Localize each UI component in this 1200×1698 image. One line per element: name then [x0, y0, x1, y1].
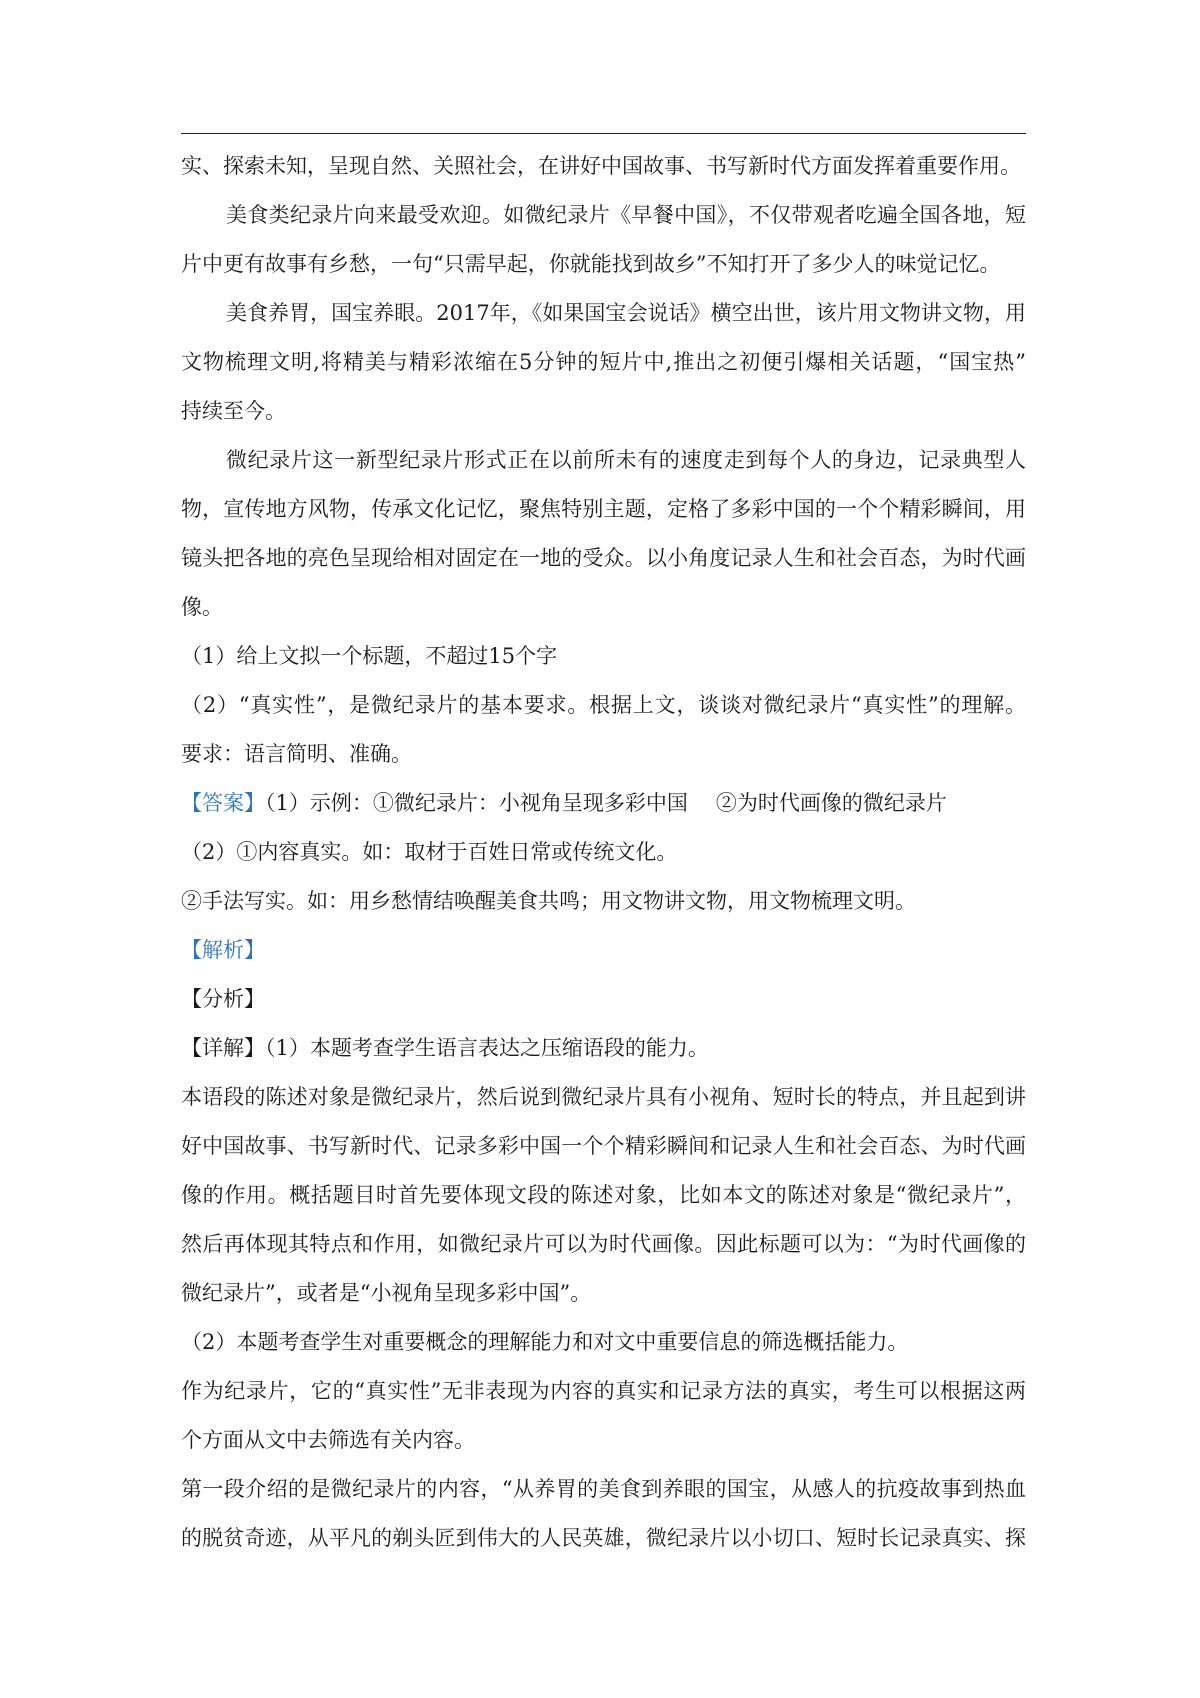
- passage-line: 实、探索未知，呈现自然、关照社会，在讲好中国故事、书写新时代方面发挥着重要作用。: [181, 154, 1021, 178]
- passage-line: 片中更有故事有乡愁，一句“只需早起，你就能找到故乡”不知打开了多少人的味觉记忆。: [181, 252, 1001, 276]
- answer-1-part-2: ②为时代画像的微纪录片: [715, 791, 947, 815]
- detail-line: [181, 1024, 1026, 1073]
- detail-2-body-line: 的脱贫奇迹，从平凡的剃头匠到伟大的人民英雄，微纪录片以小切口、短时长记录真实、探: [181, 1526, 1026, 1550]
- question-2: （2）“真实性”，是微纪录片的基本要求。根据上文，谈谈对微纪录片“真实性”的理解。: [181, 693, 1026, 717]
- passage-line: 镜头把各地的亮色呈现给相对固定在一地的受众。以小角度记录人生和社会百态，为时代画: [181, 546, 1026, 570]
- answer-tag: 【答案】: [181, 791, 265, 815]
- detail-2-head: （2）本题考查学生对重要概念的理解能力和对文中重要信息的筛选概括能力。: [181, 1330, 909, 1354]
- header-rule: [181, 133, 1026, 134]
- detail-1-body-line: 微纪录片”，或者是“小视角呈现多彩中国”。: [181, 1281, 592, 1305]
- detail-2-body-line: 个方面从文中去筛选有关内容。: [181, 1428, 475, 1452]
- question-2-requirement: 要求：语言简明、准确。: [181, 742, 412, 766]
- answer-2-line-1: （2）①内容真实。如：取材于百姓日常或传统文化。: [181, 840, 678, 864]
- detail-1-body-line: 像的作用。概括题目时首先要体现文段的陈述对象，比如本文的陈述对象是“微纪录片”，: [181, 1183, 1026, 1207]
- analysis-sub-tag: 【分析】: [181, 987, 265, 1011]
- document-body: [181, 142, 1026, 1563]
- detail-2-body-line: 作为纪录片，它的“真实性”无非表现为内容的真实和记录方法的真实，考生可以根据这两: [181, 1379, 1026, 1403]
- answer-line-1: [181, 779, 1026, 828]
- detail-1-body-line: 好中国故事、书写新时代、记录多彩中国一个个精彩瞬间和记录人生和社会百态、为时代画: [181, 1134, 1026, 1158]
- passage-line: 持续至今。: [181, 399, 286, 423]
- question-1: （1）给上文拟一个标题，不超过15个字: [181, 644, 558, 668]
- detail-1-head: （1）本题考查学生语言表达之压缩语段的能力。: [265, 1036, 709, 1060]
- passage-line: 文物梳理文明,将精美与精彩浓缩在5分钟的短片中,推出之初便引爆相关话题，“国宝热”: [181, 350, 1026, 374]
- detail-tag: 【详解】: [181, 1036, 265, 1060]
- passage-line: 美食类纪录片向来最受欢迎。如微纪录片《早餐中国》，不仅带观者吃遍全国各地，短: [226, 203, 1026, 227]
- detail-1-body-line: 然后再体现其特点和作用，如微纪录片可以为时代画像。因此标题可以为：“为时代画像的: [181, 1232, 1026, 1256]
- detail-2-body-line: 第一段介绍的是微纪录片的内容，“从养胃的美食到养眼的国宝，从感人的抗疫故事到热血: [181, 1477, 1026, 1501]
- passage-line: 像。: [181, 595, 223, 619]
- detail-1-body-line: 本语段的陈述对象是微纪录片，然后说到微纪录片具有小视角、短时长的特点，并且起到讲: [181, 1085, 1026, 1109]
- answer-2-line-2: ②手法写实。如：用乡愁情结唤醒美食共鸣；用文物讲文物，用文物梳理文明。: [181, 889, 916, 913]
- analysis-tag: 【解析】: [181, 938, 265, 962]
- passage-line: 微纪录片这一新型纪录片形式正在以前所未有的速度走到每个人的身边，记录典型人: [226, 448, 1026, 472]
- answer-1-part-1: （1）示例：①微纪录片：小视角呈现多彩中国: [265, 791, 688, 815]
- passage-line: 物，宣传地方风物，传承文化记忆，聚焦特别主题，定格了多彩中国的一个个精彩瞬间，用: [181, 497, 1026, 521]
- passage-line: 美食养胃，国宝养眼。2017年，《如果国宝会说话》横空出世，该片用文物讲文物，用: [226, 301, 1026, 325]
